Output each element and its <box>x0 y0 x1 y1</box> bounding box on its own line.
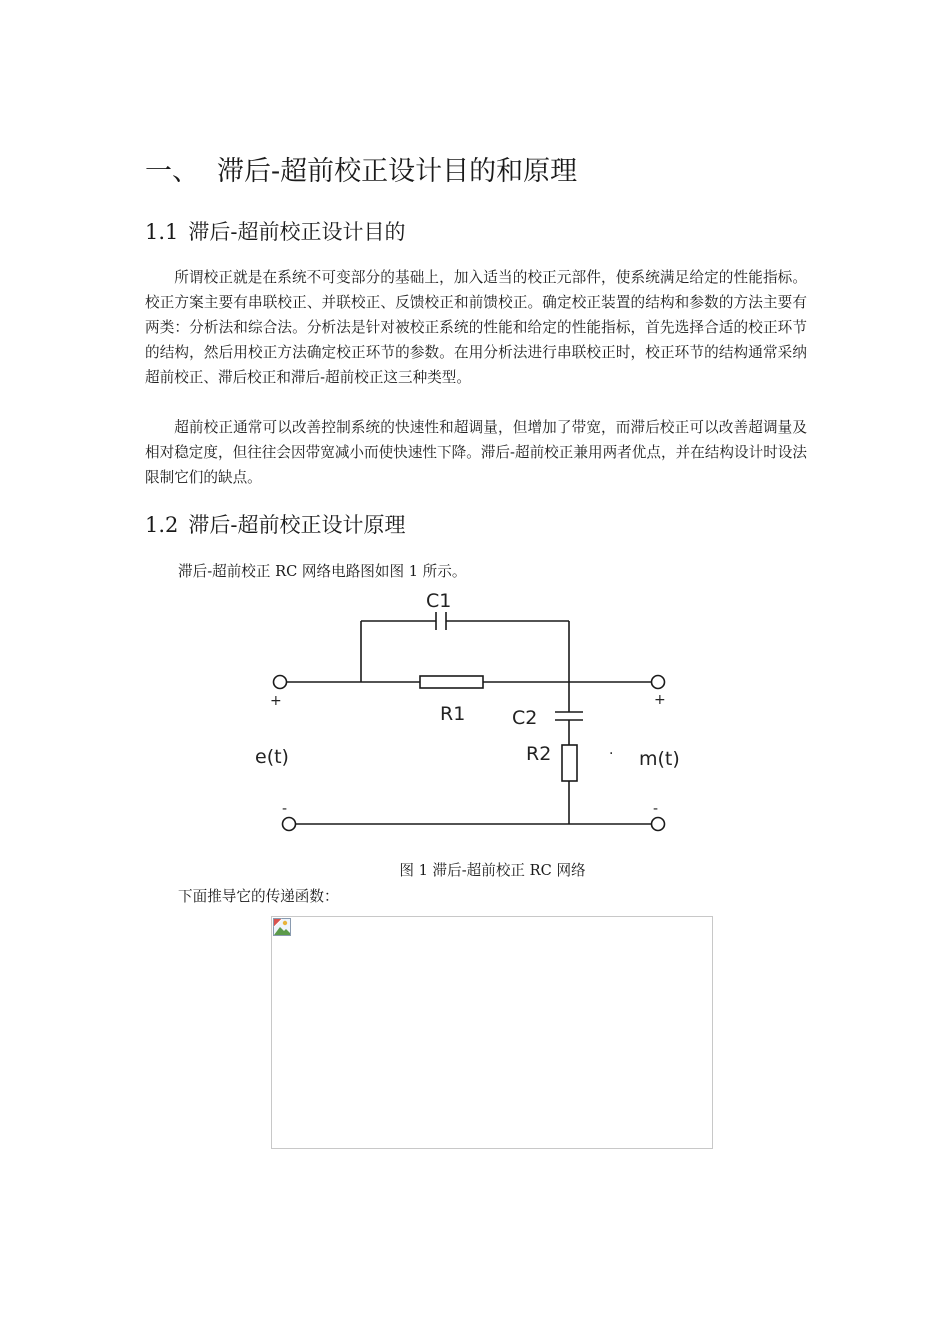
paragraph-purpose: 所谓校正就是在系统不可变部分的基础上，加入适当的校正元部件，使系统满足给定的性能指标。校正方案主要有串联校正、并联校正、反馈校正和前馈校正。确定校正装置的结构和参数的方法主要有两类：分析法和综合法。分析法是针对被校正系统的性能和给定的性能指标，首先选择合适的校正环节的结构，然后用校正方法确定校正环节的参数。在用分析法进行串联校正时，校正环节的结构通常采纳超前校正、滞后校正和滞后-超前校正这三种类型。 <box>145 269 807 386</box>
input-signal-label: e(t) <box>255 746 289 768</box>
rc-network-diagram <box>240 585 710 845</box>
r2-label: R2 <box>526 743 552 765</box>
r1-label: R1 <box>440 703 466 725</box>
output-minus-sign: - <box>653 801 659 817</box>
figure-intro-text: 滞后-超前校正 RC 网络电路图如图 1 所示。 <box>178 563 467 580</box>
paragraph-comparison: 超前校正通常可以改善控制系统的快速性和超调量，但增加了带宽，而滞后校正可以改善超调量及相对稳定度，但往往会因带宽减小而使快速性下降。滞后-超前校正兼用两者优点，并在结构设计时设法限制它们的缺点。 <box>145 419 807 486</box>
section-heading-1-1 <box>145 214 406 250</box>
section-heading-1-2 <box>145 507 406 543</box>
input-minus-sign: - <box>282 801 288 817</box>
output-signal-label: m(t) <box>639 748 680 770</box>
chapter-heading <box>145 150 577 194</box>
section-number: 1.1 <box>145 220 179 244</box>
formula-image-placeholder <box>271 916 713 1149</box>
chapter-number: 一、 <box>145 156 199 187</box>
input-plus-sign: + <box>270 693 282 709</box>
c1-label: C1 <box>426 590 452 612</box>
c2-label: C2 <box>512 707 538 729</box>
stray-dot: · <box>609 746 614 762</box>
broken-image-icon <box>273 918 291 936</box>
figure-caption: 图 1 滞后-超前校正 RC 网络 <box>399 862 586 879</box>
section-title: 滞后-超前校正设计目的 <box>188 220 406 244</box>
output-plus-sign: + <box>654 692 666 708</box>
derivation-intro-text: 下面推导它的传递函数： <box>178 888 339 905</box>
section-title: 滞后-超前校正设计原理 <box>188 513 406 537</box>
chapter-title: 滞后-超前校正设计目的和原理 <box>217 156 578 187</box>
section-number: 1.2 <box>145 513 179 537</box>
